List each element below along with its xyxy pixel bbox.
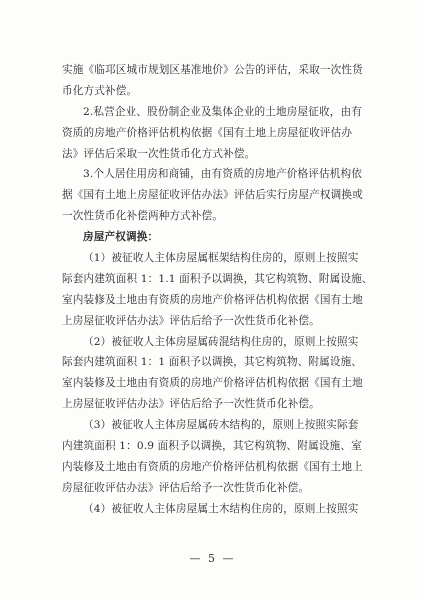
text-line: （2）被征收人主体房屋属砖混结构住房的，原则上按照实 <box>83 335 359 348</box>
text-line: 资质的房地产价格评估机构依据《国有土地上房屋征收评估办 <box>62 126 353 139</box>
text-line: 室内装修及土地由有资质的房地产价格评估机构依据《国有土地 <box>62 293 363 306</box>
text-line: 室内装修及土地由有资质的房地产价格评估机构依据《国有土地 <box>62 377 363 390</box>
text-line: 2.私营企业、股份制企业及集体企业的土地房屋征收，由有 <box>83 105 362 118</box>
text-line: 房屋征收评估办法》评估后给予一次性货币化补偿。 <box>62 481 310 494</box>
text-line: 据《国有土地上房屋征收评估办法》评估后实行房屋产权调换或 <box>62 189 363 202</box>
body-text <box>62 60 378 520</box>
text-line: 法》评估后采取一次性货币化方式补偿。 <box>62 147 256 160</box>
text-line: 实施《临邛区城市规划区基准地价》公告的评估，采取一次性货 <box>62 64 363 76</box>
page-number: — 5 — <box>189 552 236 565</box>
text-line: （4）被征收人主体房屋属土木结构住房的，原则上按照实 <box>83 502 359 515</box>
text-line: 际套内建筑面积 1：1 面积予以调换，其它构筑物、附属设施、 <box>62 356 363 369</box>
text-line: 3.个人居住用房和商铺，由有资质的房地产价格评估机构依 <box>83 168 362 181</box>
section-heading: 房屋产权调换： <box>83 231 159 244</box>
text-line: （1）被征收人主体房屋属框架结构住房的，原则上按照实 <box>83 252 359 265</box>
text-line: 内建筑面积 1：0.9 面积予以调换，其它构筑物、附属设施、室 <box>62 440 362 453</box>
text-line: 币化方式补偿。 <box>62 84 138 97</box>
text-line: 一次性货币化补偿两种方式补偿。 <box>62 210 224 223</box>
text-line: 上房屋征收评估办法》评估后给予一次性货币化补偿。 <box>62 398 320 411</box>
text-line: 内装修及土地由有资质的房地产价格评估机构依据《国有土地上 <box>62 460 363 473</box>
text-line: 上房屋征收评估办法》评估后给予一次性货币化补偿。 <box>62 314 320 327</box>
text-line: 际套内建筑面积 1：1.1 面积予以调换，其它构筑物、附属设施、 <box>62 272 373 285</box>
text-line: （3）被征收人主体房屋属砖木结构的，原则上按照实际套 <box>83 419 359 432</box>
